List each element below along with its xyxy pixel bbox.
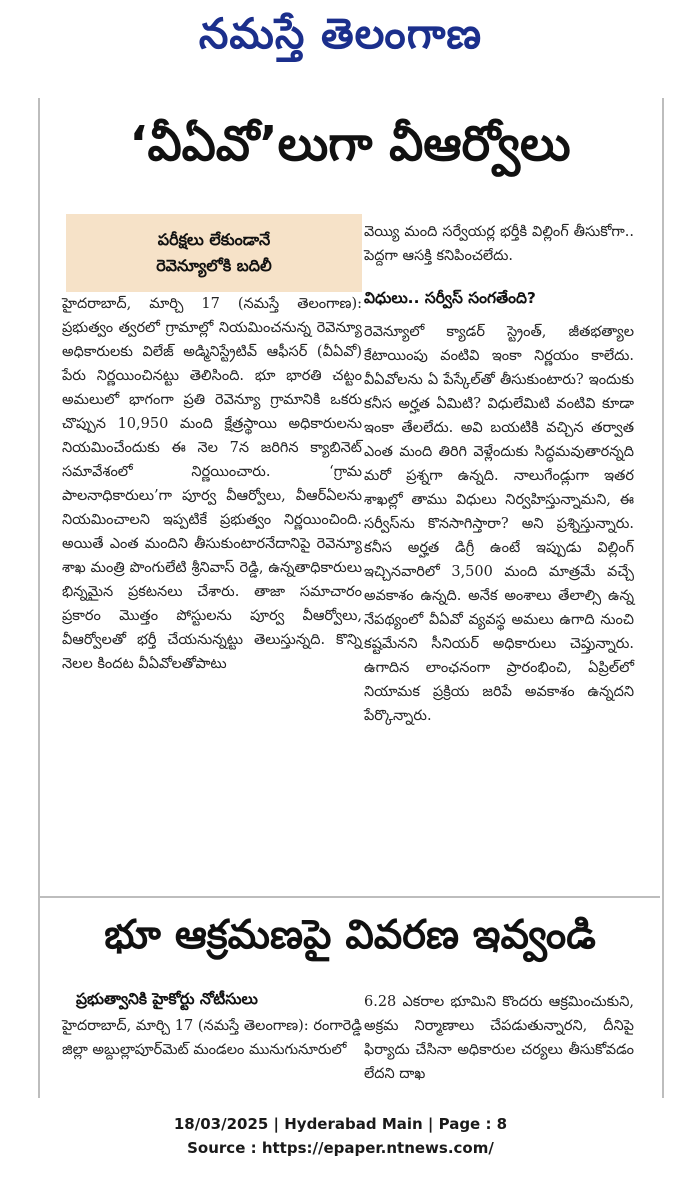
section-divider xyxy=(40,896,660,898)
subheadline-line-1: పరీక్షలు లేకుండానే xyxy=(157,230,271,249)
article1-column-1 xyxy=(62,292,362,676)
article2-column-1 xyxy=(62,1014,362,1062)
article1-col2-body: రెవెన్యూలో క్యాడర్ స్ట్రెంత్, జీతభత్యాల కేటాయింపు వంటివి ఇంకా నిర్ణయం కాలేదు. వీఏవోలను ఏ పేస్కేల్‌తో తీసుకుంటారు? ఇందుకు కనీస అర్హత ఏమిటి? విధులేమిటి వంటివి కూడా ఇంకా తేలలేదు. అవి బయటికి వచ్చిన తర్వాత ఎంత మంది తిరిగి వెళ్లేందుకు సిద్ధమవుతారన్నది మరో ప్రశ్నగా ఉన్నది. నాలుగేండ్లుగా ఇతర శాఖల్లో తాము విధులు నిర్వహిస్తున్నామని, ఈ సర్వీస్‌ను కొనసాగిస్తారా? అని ప్రశ్నిస్తున్నారు. కనీస అర్హత డిగ్రీ ఉంటే ఇప్పుడు విల్లింగ్ ఇచ్చినవారిలో 3,500 మంది మాత్రమే వచ్చే అవకాశం ఉన్నది. అనేక అంశాలు తేలాల్సి ఉన్న నేపథ్యంలో వీఏవో వ్యవస్థ అమలు ఉగాది నుంచి కష్టమేనని సీనియర్ అధికారులు చెప్తున్నారు. ఉగాదిన లాంఛనంగా ప్రారంభించి, ఏప్రిల్‌లో నియామక ప్రక్రియ జరిపే అవకాశం ఉన్నదని పేర్కొన్నారు. xyxy=(364,324,634,724)
masthead-logo xyxy=(0,0,681,78)
article1-col2-intro: వెయ్యి మంది సర్వేయర్ల భర్తీకి విల్లింగ్ తీసుకోగా.. పెద్దగా ఆసక్తి కనిపించలేదు. xyxy=(364,224,634,264)
article2-col1-text: హైదరాబాద్, మార్చి 17 (నమస్తే తెలంగాణ): రంగారెడ్డి జిల్లా అబ్దుల్లాపూర్‌మెట్ మండలం మునుగునూరులో xyxy=(62,1018,362,1058)
article1-col1-text: హైదరాబాద్, మార్చి 17 (నమస్తే తెలంగాణ): ప్రభుత్వం త్వరలో గ్రామాల్లో నియమించనున్న రెవెన్యూ అధికారులకు విలేజ్ అడ్మినిస్ట్రేటివ్ ఆఫీసర్ (వీఏవో) పేరు నిర్ణయించినట్టు తెలిసింది. భూ భారతి చట్టం అమలులో భాగంగా ప్రతి రెవెన్యూ గ్రామానికి ఒకరు చొప్పున 10,950 మంది క్షేత్రస్థాయి అధికారులను నియమించేందుకు ఈ నెల 7న జరిగిన క్యాబినెట్ సమావేశంలో నిర్ణయించారు. ‘గ్రామ పాలనాధికారులు’గా పూర్వ వీఆర్వోలు, వీఆర్ఏలను నియమించాలని ఇప్పటికే ప్రభుత్వం నిర్ణయించింది. అయితే ఎంత మందిని తీసుకుంటారనేదానిపై రెవెన్యూ శాఖ మంత్రి పొంగులేటి శ్రీనివాస్ రెడ్డి, ఉన్నతాధికారులు భిన్నమైన ప్రకటనలు చేశారు. తాజా సమాచారం ప్రకారం మొత్తం పోస్టులను పూర్వ వీఆర్వోలు, వీఆర్వోలతో భర్తీ చేయనున్నట్టు తెలుస్తున్నది. కొన్ని నెలల కిందట వీఏవోలతోపాటు xyxy=(62,296,362,672)
article2-subheading: ప్రభుత్వానికి హైకోర్టు నోటీసులు xyxy=(76,990,258,1008)
page-footer xyxy=(0,1112,681,1160)
second-headline xyxy=(40,904,660,976)
footer-source: Source : https://epaper.ntnews.com/ xyxy=(187,1139,494,1157)
second-headline-text: భూ ఆక్రమణపై వివరణ ఇవ్వండి xyxy=(104,912,596,958)
article2-column-2 xyxy=(364,990,634,1086)
article2-col2-text: 6.28 ఎకరాల భూమిని కొందరు ఆక్రమించుకుని, అక్రమ నిర్మాణాలు చేపడుతున్నారని, దీనిపై ఫిర్యాదు చేసినా అధికారుల చర్యలు తీసుకోవడం లేదని దాఖ xyxy=(364,994,634,1082)
masthead-title: నమస్తే తెలంగాణ xyxy=(198,9,483,58)
article1-column-2 xyxy=(364,220,634,728)
subheadline-line-2: రెవెన్యూలోకి బదిలీ xyxy=(156,256,272,275)
main-headline-text: ‘వీఏవో’లుగా వీఆర్వోలు xyxy=(129,116,571,172)
subheadline-box xyxy=(66,214,362,292)
footer-date-edition: 18/03/2025 | Hyderabad Main | Page : 8 xyxy=(173,1115,508,1133)
main-headline xyxy=(40,104,660,196)
article1-col2-subheading: విధులు.. సర్వీస్ సంగతేంది? xyxy=(364,289,536,307)
